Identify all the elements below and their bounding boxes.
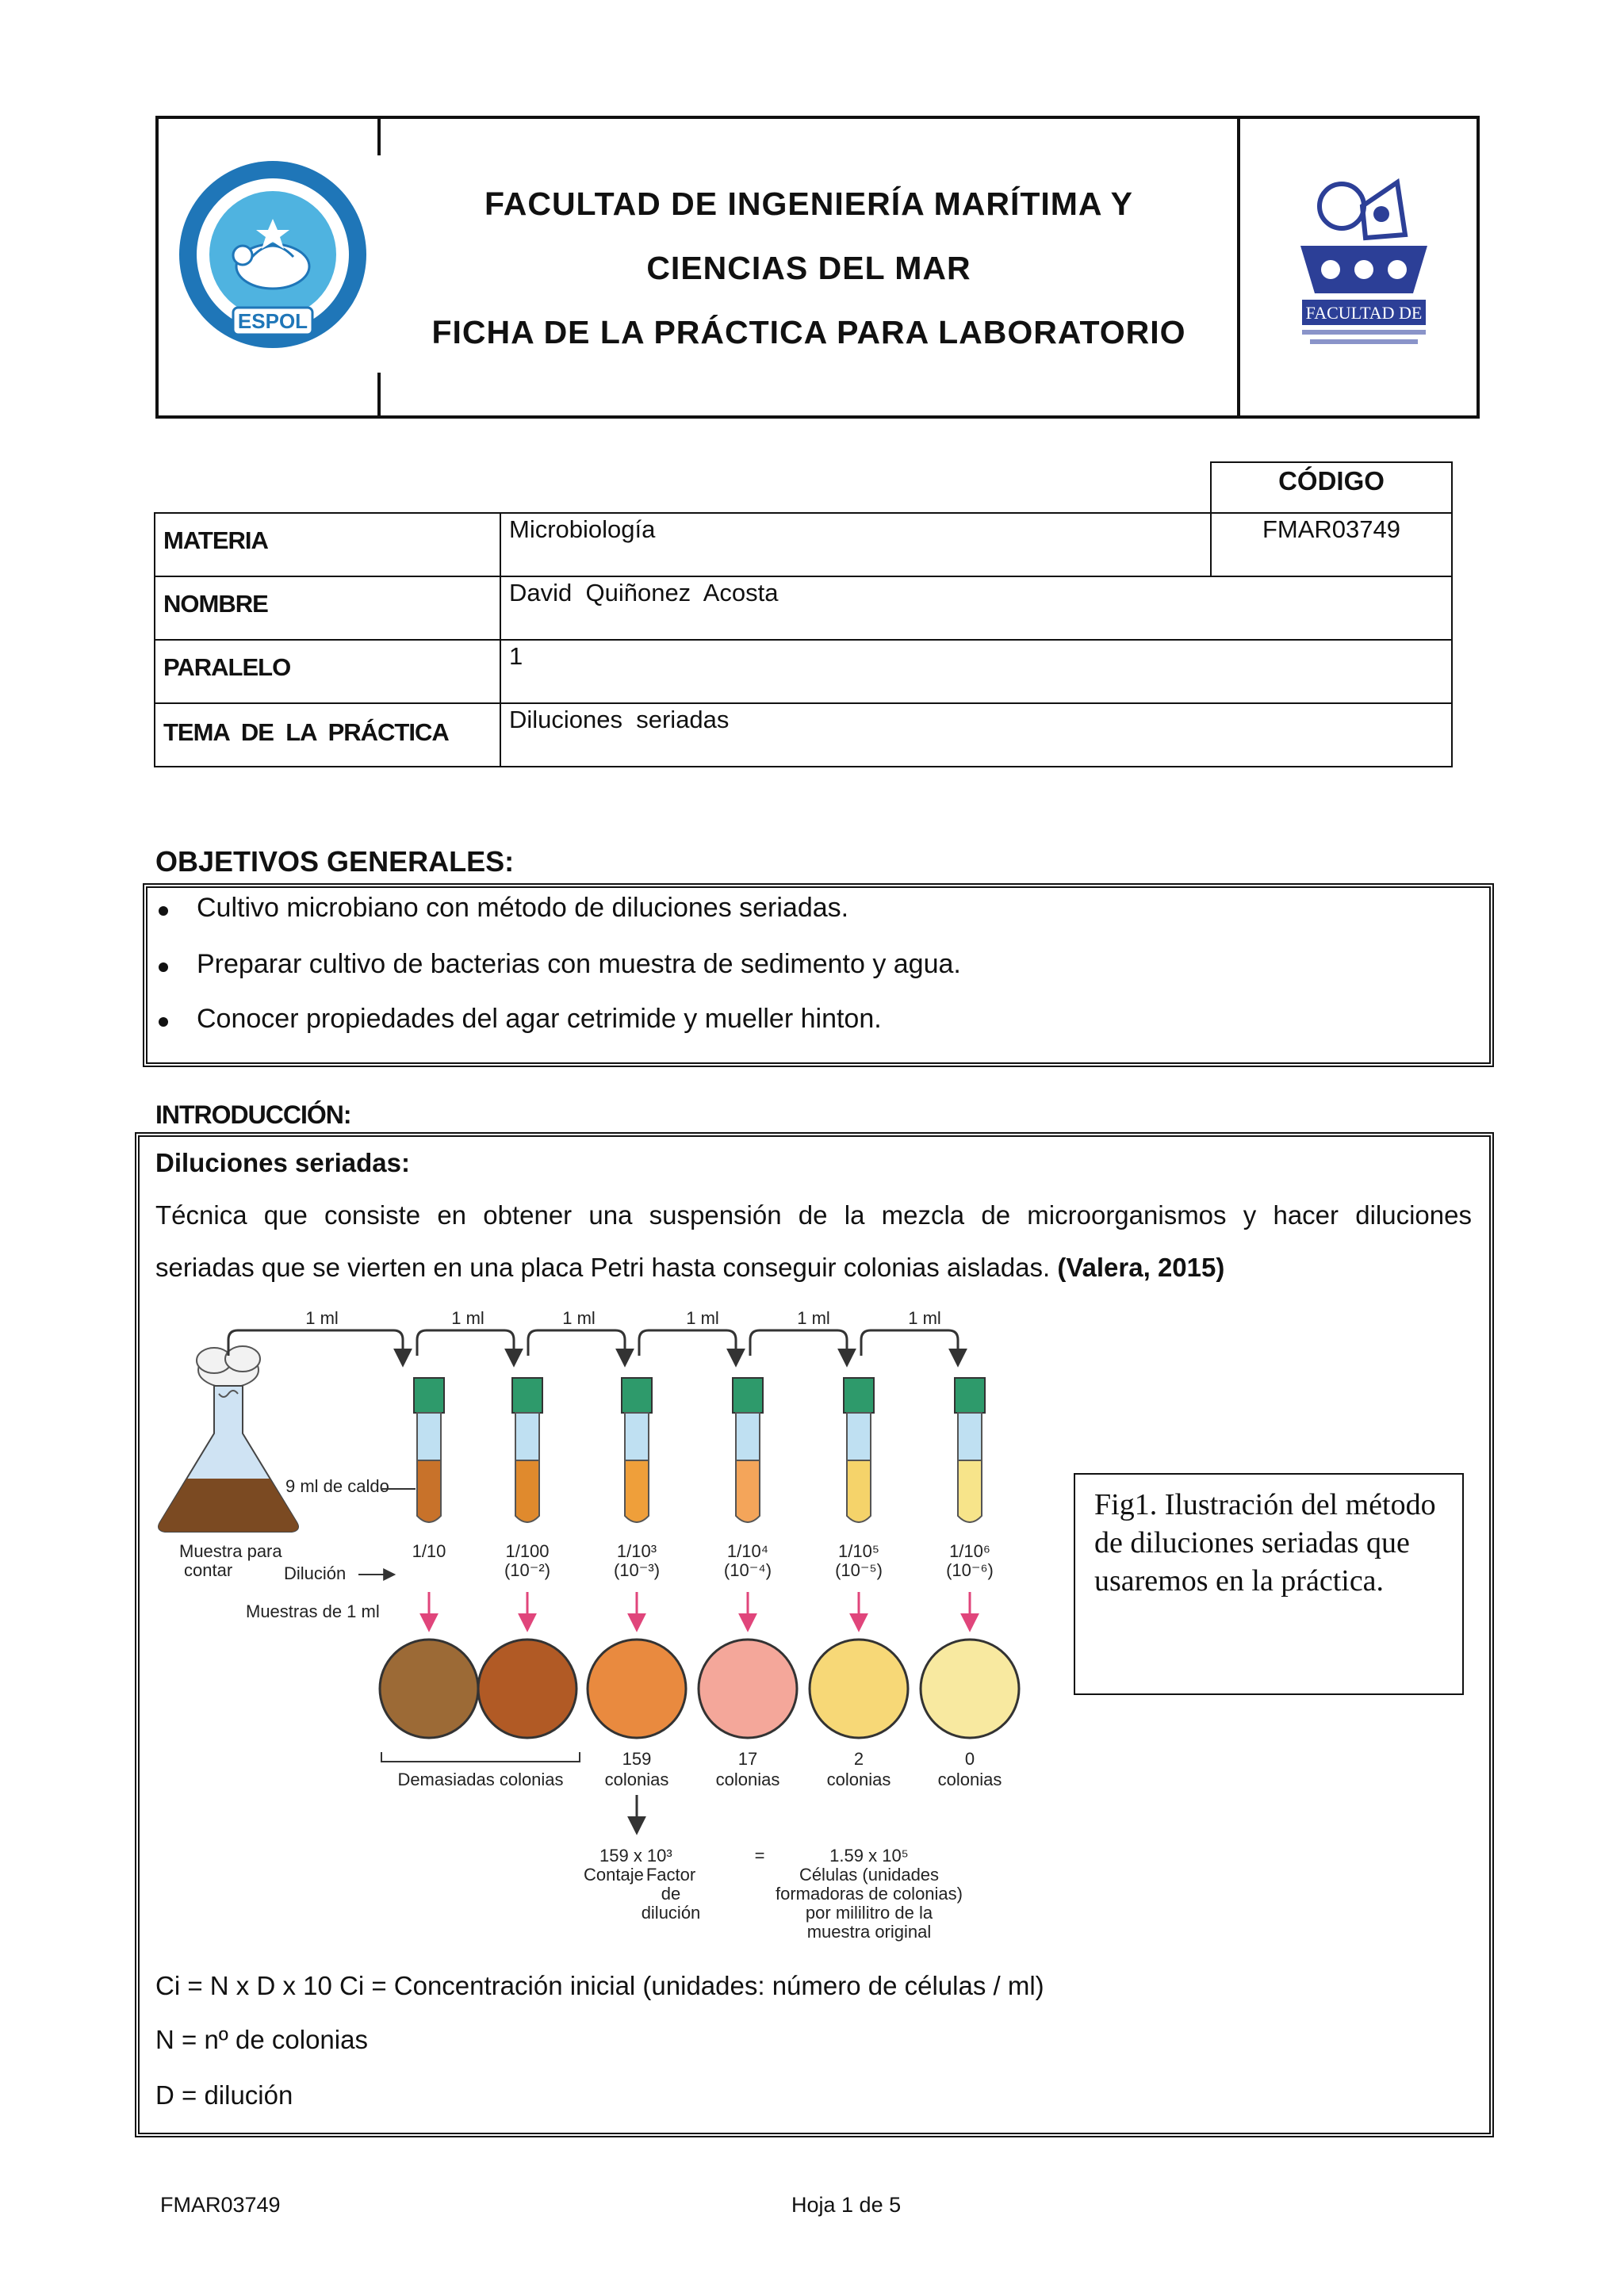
serial-dilution-diagram [155,1292,1067,1950]
petri-dish [921,1640,1019,1738]
introduccion-title: INTRODUCCIÓN: [155,1100,351,1129]
objetivo-item: Preparar cultivo de bacterias con muestra de sedimento y agua. [197,949,961,979]
calc-result-desc: formadoras de colonias) [775,1884,963,1904]
petri-dish [380,1640,478,1738]
dilution-label: 1/10⁵ [838,1541,879,1561]
paralelo-value-cell [500,639,1453,704]
faculty-logo [1286,159,1442,354]
colony-word: colonias [937,1770,1002,1789]
header-title-line1: FACULTAD DE INGENIERÍA MARÍTIMA Y [484,186,1134,222]
introduccion-subtitle: Diluciones seriadas: [155,1148,410,1177]
petri-dish [478,1640,576,1738]
colony-word: colonias [604,1770,669,1789]
calc-result-desc: por mililitro de la [805,1903,933,1923]
dilution-label: 1/10³ [616,1541,657,1561]
calc-result: 1.59 x 10⁵ [829,1846,909,1866]
espol-logo [176,155,370,354]
dilution-label: 1/10⁶ [949,1541,990,1561]
nombre-label: NOMBRE [163,590,268,618]
petri-dish [699,1640,797,1738]
calc-contaje: Contaje [584,1865,644,1885]
too-many-colonies-label: Demasiadas colonias [397,1770,564,1789]
exponent-label: (10⁻³) [613,1560,661,1580]
tema-label: TEMA DE LA PRÁCTICA [163,718,449,746]
paralelo-label: PARALELO [163,653,291,681]
test-tube [955,1378,985,1522]
exponent-label: (10⁻⁶) [946,1560,994,1580]
calc-factor-2: de [661,1884,681,1904]
header-divider-right [1237,116,1240,419]
materia-value: Microbiología [509,515,656,543]
colony-word: colonias [715,1770,780,1789]
muestras-label: Muestras de 1 ml [246,1601,380,1621]
colony-count: 0 [964,1749,975,1769]
transfer-label: 1 ml [562,1308,596,1328]
intro-paragraph-line2: seriadas que se vierten en una placa Petri hasta conseguir colonias aisladas. [155,1253,1051,1282]
header-title-line3: FICHA DE LA PRÁCTICA PARA LABORATORIO [431,314,1186,350]
objetivos-title: OBJETIVOS GENERALES: [155,845,515,878]
intro-paragraph-line1: Técnica que consiste en obtener una suspensión de la mezcla de microorganismos y hacer diluciones [155,1200,1472,1230]
transfer-label: 1 ml [686,1308,719,1328]
codigo-value: FMAR03749 [1262,515,1401,543]
exponent-label: (10⁻²) [504,1560,551,1580]
calc-result-desc: muestra original [806,1922,932,1942]
header-title-line2: CIENCIAS DEL MAR [646,250,971,286]
bullet-icon [159,906,168,916]
bullet-icon [159,962,168,972]
colony-word: colonias [826,1770,891,1789]
muestra-label-1: Muestra para [179,1541,282,1561]
test-tube [733,1378,763,1522]
formula-line: N = nº de colonias [155,2025,368,2054]
bullet-icon [159,1017,168,1027]
colony-count: 159 [622,1749,652,1769]
transfer-label: 1 ml [451,1308,485,1328]
flask-icon [159,1346,298,1532]
calc-factor-1: Factor [645,1865,696,1885]
exponent-label: (10⁻⁴) [723,1560,772,1580]
transfer-label: 1 ml [305,1308,339,1328]
nombre-value: David Quiñonez Acosta [509,579,779,607]
muestra-label-2: contar [184,1560,233,1580]
calc-equals: = [754,1846,765,1866]
formula-line: D = dilución [155,2080,293,2110]
transfer-label: 1 ml [797,1308,830,1328]
calc-factor-3: dilución [641,1903,701,1923]
test-tube [844,1378,874,1522]
dilucion-label: Dilución [284,1563,347,1583]
objetivo-item: Cultivo microbiano con método de diluciones seriadas. [197,893,849,923]
espol-logo-text: ESPOL [237,309,308,333]
transfer-label: 1 ml [908,1308,941,1328]
colony-count: 17 [737,1749,758,1769]
test-tube [414,1378,444,1522]
faculty-logo-text: FACULTAD DE [1305,303,1423,323]
petri-dish [588,1640,686,1738]
intro-citation: (Valera, 2015) [1057,1253,1225,1282]
test-tube [512,1378,542,1522]
colony-count: 2 [853,1749,864,1769]
dilution-label: 1/10⁴ [726,1541,769,1561]
footer-code: FMAR03749 [160,2193,281,2217]
calc-left: 159 x 10³ [599,1846,672,1866]
petri-dish [810,1640,908,1738]
materia-label: MATERIA [163,526,268,554]
tema-value: Diluciones seriadas [509,706,730,733]
intro-paragraph-line2-wrap [155,1253,1224,1283]
caldo-label: 9 ml de caldo [285,1476,389,1496]
codigo-label: CÓDIGO [1278,466,1385,496]
paralelo-value: 1 [509,642,523,670]
calc-result-desc: Células (unidades [799,1865,940,1885]
figure-caption: Fig1. Ilustración del método de diluciones seriadas que usaremos en la práctica. [1074,1473,1464,1695]
exponent-label: (10⁻⁵) [835,1560,883,1580]
objetivo-item: Conocer propiedades del agar cetrimide y mueller hinton. [197,1004,882,1034]
dilution-label: 1/100 [505,1541,550,1561]
dilution-label: 1/10 [412,1541,446,1561]
test-tube [622,1378,652,1522]
formula-line: Ci = N x D x 10 Ci = Concentración inicial (unidades: número de células / ml) [155,1971,1044,2000]
footer-page: Hoja 1 de 5 [791,2193,902,2217]
